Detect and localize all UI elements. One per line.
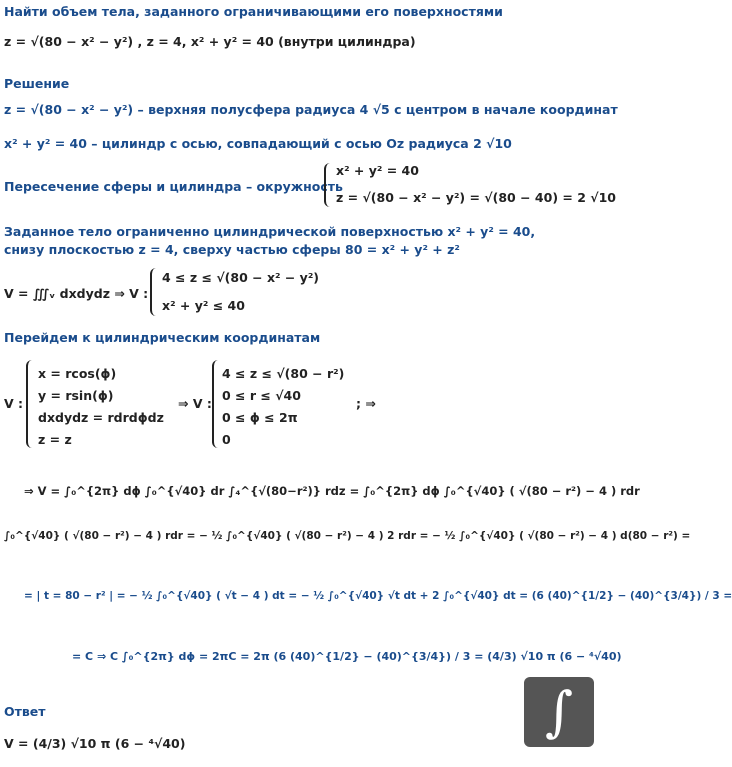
- intersection-eq1: x² + y² = 40: [336, 163, 419, 178]
- cyl-arrow: ⇒ V :: [178, 396, 212, 411]
- cyl-sub-jacobian: dxdydz = rdrdϕdz: [38, 410, 164, 425]
- volume-cond2: x² + y² ≤ 40: [162, 298, 245, 313]
- step4: = C ⇒ C ∫₀^{2π} dϕ = 2πC = 2π (6 (40)^{1/2} − (40)^{3/4}) / 3 = (4/3) √10 π (6 − ⁴√40): [72, 650, 622, 663]
- integral-logo-icon: ∫: [524, 677, 594, 747]
- cyl-bound-z: 4 ≤ z ≤ √(80 − r²): [222, 366, 345, 381]
- answer-heading: Ответ: [4, 704, 46, 719]
- step2: ∫₀^{√40} ( √(80 − r²) − 4 ) rdr = − ½ ∫₀^{√40} ( √(80 − r²) − 4 ) 2 rdr = − ½ ∫₀^{√40} ( √(80 − r²) − 4 ) d(80 − r²) =: [4, 530, 691, 542]
- cyl-sub-z: z = z: [38, 432, 72, 447]
- volume-cond1: 4 ≤ z ≤ √(80 − x² − y²): [162, 270, 320, 285]
- cyl-sub-x: x = rcos(ϕ): [38, 366, 117, 381]
- cylinder-line: x² + y² = 40 – цилиндр с осью, совпадающий с осью Oz радиуса 2 √10: [4, 136, 512, 151]
- volume-def: V = ∭ᵥ dxdydz ⇒ V :: [4, 286, 149, 301]
- cyl-v-label: V :: [4, 396, 24, 411]
- cyl-implies: ; ⇒: [356, 396, 376, 411]
- cyl-bounds-brace: [212, 360, 222, 448]
- answer-value: V = (4/3) √10 π (6 − ⁴√40): [4, 736, 186, 751]
- volume-brace: [150, 268, 160, 316]
- intersection-brace: [324, 163, 334, 207]
- cyl-sub-y: y = rsin(ϕ): [38, 388, 114, 403]
- cyl-sub-brace: [26, 360, 36, 448]
- cyl-heading: Перейдем к цилиндрическим координатам: [4, 330, 321, 345]
- body-line1: Заданное тело ограниченно цилиндрической поверхностью x² + y² = 40,: [4, 224, 536, 239]
- intersection-eq2: z = √(80 − x² − y²) = √(80 − 40) = 2 √10: [336, 190, 616, 205]
- step3: = | t = 80 − r² | = − ½ ∫₀^{√40} ( √t − 4 ) dt = − ½ ∫₀^{√40} √t dt + 2 ∫₀^{√40} dt = (6 (40)^{1/2} − (40)^{3/4}) / 3 =: [24, 590, 732, 602]
- problem-title: Найти объем тела, заданного ограничивающими его поверхностями: [4, 4, 503, 19]
- sphere-line: z = √(80 − x² − y²) – верхняя полусфера радиуса 4 √5 с центром в начале координат: [4, 102, 618, 117]
- cyl-bound-zero: 0: [222, 432, 231, 447]
- cyl-bound-phi: 0 ≤ ϕ ≤ 2π: [222, 410, 298, 425]
- solution-heading: Решение: [4, 76, 70, 91]
- body-line2: снизу плоскостью z = 4, сверху частью сферы 80 = x² + y² + z²: [4, 242, 460, 257]
- intersection-label: Пересечение сферы и цилиндра – окружность: [4, 179, 343, 194]
- problem-given: z = √(80 − x² − y²) , z = 4, x² + y² = 40 (внутри цилиндра): [4, 34, 416, 49]
- step1: ⇒ V = ∫₀^{2π} dϕ ∫₀^{√40} dr ∫₄^{√(80−r²)} rdz = ∫₀^{2π} dϕ ∫₀^{√40} ( √(80 − r²) − 4 ) rdr: [24, 484, 640, 498]
- cyl-bound-r: 0 ≤ r ≤ √40: [222, 388, 301, 403]
